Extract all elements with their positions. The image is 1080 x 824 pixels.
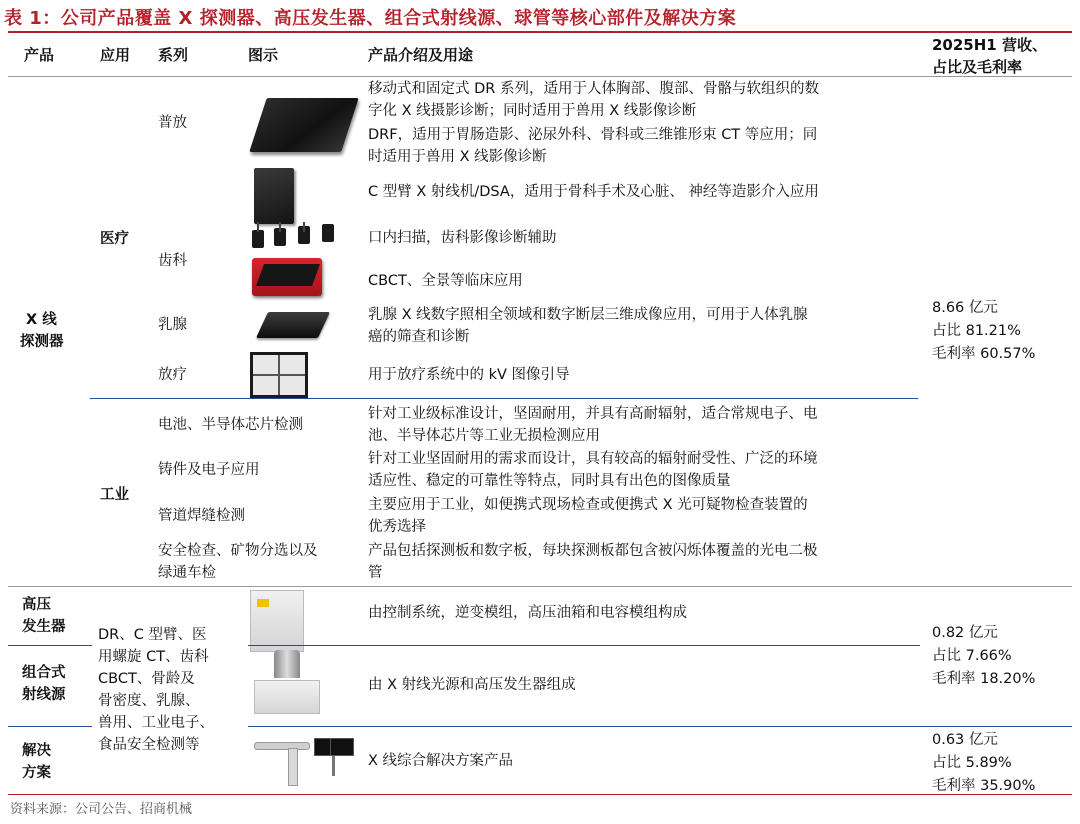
desc-mammo-line1: 乳腺 X 线数字照相全领域和数字断层三维成像应用，可用于人体乳腺 xyxy=(368,307,808,323)
bottom-rule xyxy=(8,794,1072,795)
hv-generator-image xyxy=(250,590,304,652)
product-source-line2: 射线源 xyxy=(22,687,66,703)
shared-application-line3: CBCT、骨龄及 xyxy=(98,671,195,687)
intraoral-sensor-image xyxy=(248,222,348,252)
series-dental: 齿科 xyxy=(158,253,187,269)
application-industrial: 工业 xyxy=(100,487,129,503)
shared-application-line2: 用螺旋 CT、齿科 xyxy=(98,649,209,665)
desc-solutions: X 线综合解决方案产品 xyxy=(368,753,514,769)
header-product: 产品 xyxy=(24,46,55,64)
components-revenue-share: 占比 7.66% xyxy=(932,648,1012,664)
product-detector-line1: X 线 xyxy=(26,312,57,328)
desc-security-line1: 产品包括探测板和数字板，每块探测板都包含被闪烁体覆盖的光电二极 xyxy=(368,543,818,559)
shared-application-line6: 食品安全检测等 xyxy=(98,737,200,753)
detector-section-rule xyxy=(8,586,1072,587)
solutions-revenue-amount: 0.63 亿元 xyxy=(932,732,998,748)
product-solutions-line1: 解决 xyxy=(22,743,51,759)
product-hv-line2: 发生器 xyxy=(22,619,66,635)
series-radiotherapy: 放疗 xyxy=(158,367,187,383)
series-mammo: 乳腺 xyxy=(158,317,187,333)
header-revenue-line1: 2025H1 营收、 xyxy=(932,36,1047,54)
shared-application-line1: DR、C 型臂、医 xyxy=(98,627,207,643)
desc-dr-line2: 字化 X 线摄影诊断；同时适用于兽用 X 线影像诊断 xyxy=(368,103,697,119)
components-revenue-amount: 0.82 亿元 xyxy=(932,625,998,641)
product-solutions-line2: 方案 xyxy=(22,765,51,781)
desc-drf-line1: DRF，适用于胃肠造影、泌尿外科、骨科或三维锥形束 CT 等应用；同 xyxy=(368,127,818,143)
components-revenue-margin: 毛利率 18.20% xyxy=(932,671,1036,687)
desc-casting-line2: 适应性、稳定的可靠性等特点，同时具有出色的图像质量 xyxy=(368,473,731,489)
desc-mammo-line2: 癌的筛查和诊断 xyxy=(368,329,470,345)
series-casting: 铸件及电子应用 xyxy=(158,462,260,478)
detector-revenue-share: 占比 81.21% xyxy=(932,323,1021,339)
series-battery: 电池、半导体芯片检测 xyxy=(158,417,303,433)
desc-dr-line1: 移动式和固定式 DR 系列，适用于人体胸部、腹部、骨骼与软组织的数 xyxy=(368,81,819,97)
desc-pipeline-line1: 主要应用于工业，如便携式现场检查或便携式 X 光可疑物检查装置的 xyxy=(368,497,808,513)
detector-revenue-amount: 8.66 亿元 xyxy=(932,300,998,316)
header-rule xyxy=(8,76,1072,77)
header-application: 应用 xyxy=(100,46,131,64)
desc-carm: C 型臂 X 射线机/DSA，适用于骨科手术及心脏、 神经等造影介入应用 xyxy=(368,184,819,200)
shared-application-line4: 骨密度、乳腺、 xyxy=(98,693,200,709)
source-solutions-divider-right xyxy=(248,726,1072,727)
detector-revenue-margin: 毛利率 60.57% xyxy=(932,346,1036,362)
product-detector-line2: 探测器 xyxy=(20,334,64,350)
series-general: 普放 xyxy=(158,115,187,131)
radiotherapy-detector-image xyxy=(250,352,308,398)
source-solutions-divider-left xyxy=(8,726,92,727)
mammography-detector-image xyxy=(256,312,330,338)
desc-ray-source: 由 X 射线光源和高压发生器组成 xyxy=(368,677,576,693)
ray-source-image xyxy=(252,650,322,722)
desc-cbct: CBCT、全景等临床应用 xyxy=(368,273,523,289)
title-rule xyxy=(8,31,1072,33)
desc-casting-line1: 针对工业坚固耐用的需求而设计，具有较高的辐射耐受性、广泛的环境 xyxy=(368,451,818,467)
series-pipeline: 管道焊缝检测 xyxy=(158,508,245,524)
application-medical: 医疗 xyxy=(100,231,129,247)
desc-drf-line2: 时适用于兽用 X 线影像诊断 xyxy=(368,149,547,165)
header-description: 产品介绍及用途 xyxy=(368,46,474,64)
desc-intraoral: 口内扫描，齿科影像诊断辅助 xyxy=(368,230,557,246)
header-revenue-line2: 占比及毛利率 xyxy=(932,58,1023,76)
hv-source-divider-left xyxy=(8,645,92,646)
shared-application-line5: 兽用、工业电子、 xyxy=(98,715,214,731)
series-security-line1: 安全检查、矿物分选以及 xyxy=(158,543,318,559)
desc-hv-generator: 由控制系统，逆变模组，高压油箱和电容模组构成 xyxy=(368,605,687,621)
hv-source-divider-right xyxy=(248,645,920,646)
desc-radiotherapy: 用于放疗系统中的 kV 图像引导 xyxy=(368,367,570,383)
desc-pipeline-line2: 优秀选择 xyxy=(368,519,426,535)
solutions-revenue-share: 占比 5.89% xyxy=(932,755,1012,771)
product-hv-line1: 高压 xyxy=(22,597,51,613)
carm-detector-image xyxy=(254,168,294,224)
table-title: 表 1：公司产品覆盖 X 探测器、高压发生器、组合式射线源、球管等核心部件及解决方案 xyxy=(4,8,737,29)
header-series: 系列 xyxy=(158,46,189,64)
desc-battery-line1: 针对工业级标准设计，坚固耐用，并具有高耐辐射，适合常规电子、电 xyxy=(368,406,818,422)
flat-panel-detector-image xyxy=(249,98,359,152)
medical-industrial-divider xyxy=(90,398,918,399)
cbct-detector-image xyxy=(252,258,322,296)
header-image: 图示 xyxy=(248,46,279,64)
product-source-line1: 组合式 xyxy=(22,665,66,681)
solutions-revenue-margin: 毛利率 35.90% xyxy=(932,778,1036,794)
desc-security-line2: 管 xyxy=(368,565,383,581)
source-note: 资料来源：公司公告、招商机械 xyxy=(10,802,193,817)
desc-battery-line2: 池、半导体芯片等工业无损检测应用 xyxy=(368,428,600,444)
series-security-line2: 绿通车检 xyxy=(158,565,216,581)
solution-system-image xyxy=(252,736,352,788)
